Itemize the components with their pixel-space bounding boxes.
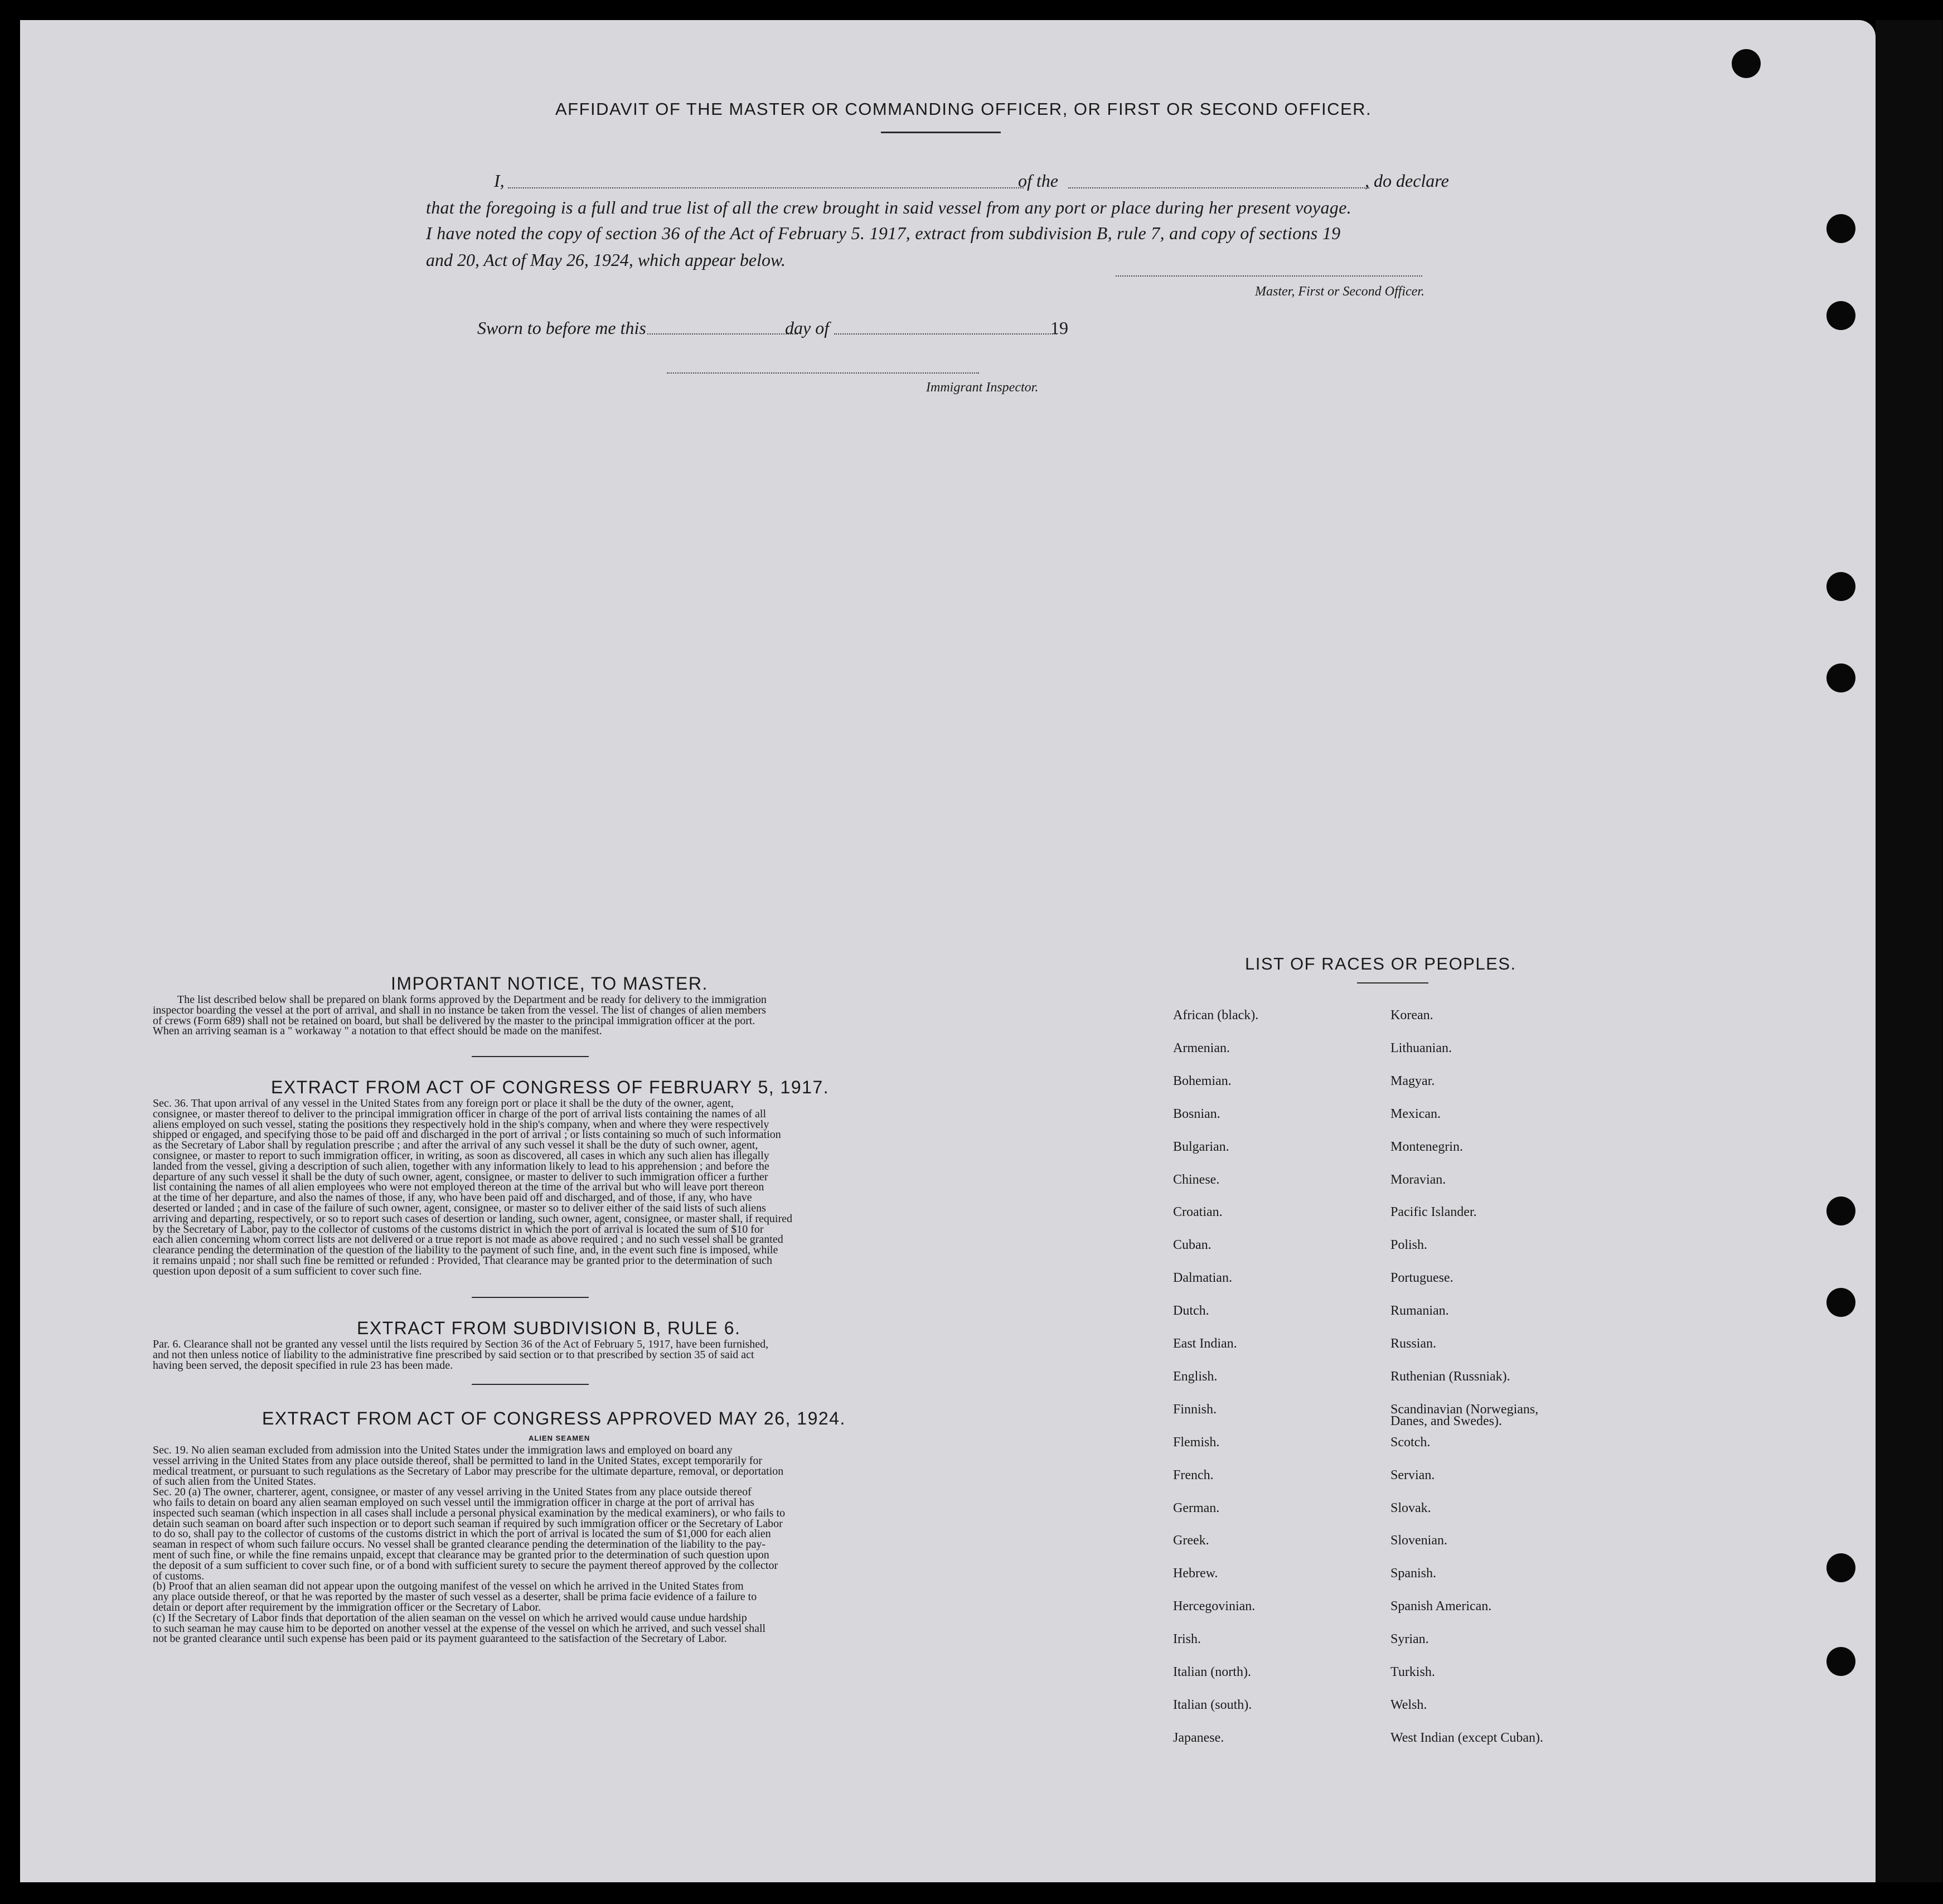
- extract-line: who fails to detain on board any alien seaman employed on such vessel until the immigration officer in charge at the port of arrival has: [153, 1496, 754, 1509]
- extract-line: Sec. 36. That upon arrival of any vessel in the United States from any foreign port or place it shall be the duty of the owner, agent,: [153, 1097, 734, 1110]
- race-item: German.: [1173, 1500, 1220, 1515]
- extract-line: medical treatment, or pursuant to such regulations as the Secretary of Labor may prescribe for the ultimate departure, removal, or deportation: [153, 1465, 784, 1477]
- extract-line: clearance pending the determination of the question of the liability to the payment of such fine, and, in the event such fine is imposed, while: [153, 1244, 778, 1257]
- extract-line: by the Secretary of Labor, pay to the collector of customs of the customs district in which the port of arrival is located the sum of $10 for: [153, 1223, 764, 1236]
- title-underline: [881, 132, 1001, 133]
- extract-1924-paragraph: [153, 1445, 933, 1644]
- extract-line: vessel arriving in the United States from any place outside thereof, shall be permitted to land in the United States, except temporarily for: [153, 1454, 763, 1467]
- punch-hole: [1826, 1196, 1855, 1225]
- race-item: Lithuanian.: [1390, 1040, 1452, 1055]
- race-item: Armenian.: [1173, 1040, 1230, 1055]
- section-divider: [472, 1384, 589, 1385]
- extract-rule6-title: EXTRACT FROM SUBDIVISION B, RULE 6.: [357, 1318, 741, 1338]
- extract-line: inspected such seaman (which inspection in all cases shall include a personal physical examination by the medical examiners), or who fails to: [153, 1506, 786, 1519]
- extract-line: list containing the names of all alien employees who were not employed thereon at the time of the arrival but who will leave port thereon: [153, 1181, 764, 1194]
- extract-line: not be granted clearance until such expense has been paid or its payment guaranteed to the satisfaction of the Secretary of Labor.: [153, 1632, 727, 1645]
- extract-line: (c) If the Secretary of Labor finds that deportation of the alien seaman on the vessel on which he arrived would cause undue hardship: [153, 1611, 747, 1624]
- race-item: Flemish.: [1173, 1435, 1220, 1450]
- race-item: Finnish.: [1173, 1402, 1217, 1417]
- extract-line: each alien concerning whom correct lists are not delivered or a true report is not made as above required ; and no such vessel shall be granted: [153, 1233, 783, 1246]
- sworn-label: Sworn to before me this: [477, 318, 646, 338]
- race-item: Magyar.: [1390, 1073, 1435, 1088]
- race-item: Ruthenian (Russniak).: [1390, 1369, 1510, 1384]
- notice-line: The list described below shall be prepared on blank forms approved by the Department and be ready for delivery to the immigration: [177, 994, 767, 1006]
- name-blank-line[interactable]: [508, 187, 1024, 188]
- race-item: Hebrew.: [1173, 1566, 1218, 1581]
- race-item: Portuguese.: [1390, 1271, 1453, 1286]
- signature-caption: Master, First or Second Officer.: [1255, 284, 1424, 299]
- month-blank-line[interactable]: [834, 333, 1057, 335]
- of-the-label: of the: [1018, 171, 1058, 191]
- film-margin: [1876, 20, 1942, 1882]
- affidavit-title: AFFIDAVIT OF THE MASTER OR COMMANDING OFFICER, OR FIRST OR SECOND OFFICER.: [555, 99, 1372, 119]
- punch-hole: [1732, 49, 1761, 78]
- race-item: Bosnian.: [1173, 1106, 1220, 1121]
- race-item: Irish.: [1173, 1632, 1201, 1647]
- race-item: Croatian.: [1173, 1205, 1223, 1220]
- race-item: Bohemian.: [1173, 1073, 1232, 1088]
- extract-rule6-paragraph: [153, 1339, 933, 1370]
- signature-blank-line[interactable]: [1116, 275, 1422, 277]
- race-item: West Indian (except Cuban).: [1390, 1730, 1543, 1745]
- race-item: English.: [1173, 1369, 1218, 1384]
- extract-1924-title: EXTRACT FROM ACT OF CONGRESS APPROVED MAY 26, 1924.: [262, 1408, 846, 1428]
- notice-line: of crews (Form 689) shall not be retained on board, but shall be delivered by the master to the principal immigration officer at the port.: [153, 1014, 755, 1027]
- year-label: 19: [1050, 318, 1068, 338]
- race-item: Montenegrin.: [1390, 1139, 1463, 1154]
- extract-line: detain or deport after requirement by the immigration officer or the Secretary of Labor.: [153, 1601, 541, 1614]
- race-item: Mexican.: [1390, 1106, 1441, 1121]
- extract-line: at the time of her departure, and also the names of those, if any, who have been paid off and discharged, and of those, if any, who have: [153, 1191, 752, 1204]
- inspector-blank-line[interactable]: [667, 372, 979, 374]
- race-item: Pacific Islander.: [1390, 1205, 1477, 1220]
- races-title: LIST OF RACES OR PEOPLES.: [1245, 954, 1516, 973]
- extract-line: of customs.: [153, 1569, 205, 1582]
- extract-line: seaman in respect of whom such failure occurs. No vessel shall be granted clearance pending the determination of the liability to the pay-: [153, 1538, 766, 1551]
- race-item: Chinese.: [1173, 1172, 1220, 1187]
- extract-line: detain such seaman on board after such inspection or to deport such seaman if required by such immigration officer or the Secretary of Labor: [153, 1517, 783, 1530]
- extract-line: to do so, shall pay to the collector of customs of the customs district in which the port of arrival is located the sum of $1,000 for each alien: [153, 1528, 771, 1540]
- punch-hole: [1826, 1553, 1855, 1582]
- declaration-line-2: that the foregoing is a full and true list of all the crew brought in said vessel from any port or place during her present voyage.: [426, 197, 1351, 217]
- extract-line: (b) Proof that an alien seaman did not appear upon the outgoing manifest of the vessel on which he arrived in the United States from: [153, 1580, 744, 1593]
- race-item: Welsh.: [1390, 1697, 1427, 1712]
- race-item: Spanish.: [1390, 1566, 1437, 1581]
- extract-line: shipped or engaged, and specifying those to be paid off and discharged in the port of arrival ; or lists containing so much of such information: [153, 1128, 781, 1141]
- race-item: Russian.: [1390, 1336, 1437, 1351]
- extract-line: of such alien from the United States.: [153, 1475, 316, 1488]
- race-item: Rumanian.: [1390, 1304, 1449, 1319]
- extract-line: as the Secretary of Labor shall by regulation prescribe ; and after the arrival of any such vessel it shall be the duty of such owner, agent,: [153, 1139, 758, 1152]
- extract-line: to such seaman he may cause him to be deported on another vessel at the expense of the vessel on which he arrived, and such vessel shall: [153, 1622, 766, 1635]
- punch-hole: [1826, 214, 1855, 243]
- day-of-label: day of: [785, 318, 830, 338]
- day-blank-line[interactable]: [647, 333, 798, 335]
- vessel-blank-line[interactable]: [1068, 187, 1369, 188]
- race-item: Slovenian.: [1390, 1533, 1447, 1548]
- race-item: Slovak.: [1390, 1500, 1431, 1515]
- extract-line: the deposit of a sum sufficient to cover such fine, or of a bond with sufficient surety to secure the payment thereof approved by the collector: [153, 1559, 778, 1572]
- extract-1917-title: EXTRACT FROM ACT OF CONGRESS OF FEBRUARY 5, 1917.: [271, 1077, 830, 1097]
- inspector-caption: Immigrant Inspector.: [926, 380, 1039, 395]
- punch-hole: [1826, 1288, 1855, 1317]
- race-item: Hercegovinian.: [1173, 1599, 1256, 1614]
- form-sheet: [20, 20, 1876, 1882]
- race-item: Spanish American.: [1390, 1599, 1492, 1614]
- extract-line: landed from the vessel, giving a description of such alien, together with any information likely to lead to his apprehension ; and before the: [153, 1160, 769, 1173]
- punch-hole: [1826, 1647, 1855, 1676]
- race-item: Polish.: [1390, 1238, 1428, 1253]
- extract-line: departure of any such vessel it shall be the duty of such owner, agent, consignee, or master to deliver to such immigration officer a further: [153, 1170, 768, 1183]
- declaration-line-3: I have noted the copy of section 36 of the Act of February 5. 1917, extract from subdivision B, rule 7, and copy of sections 19: [426, 223, 1341, 243]
- alien-seamen-subtitle: ALIEN SEAMEN: [529, 1434, 590, 1442]
- section-divider: [472, 1056, 589, 1057]
- extract-line: deserted or landed ; and in case of the failure of such owner, agent, consignee, or master so to deliver either of the said lists of such aliens: [153, 1201, 766, 1214]
- punch-hole: [1826, 301, 1855, 330]
- extract-line: consignee, or master to report to such immigration officer, in writing, as soon as discovered, all cases in which any such alien has illegally: [153, 1149, 769, 1162]
- race-item: Syrian.: [1390, 1632, 1429, 1647]
- section-divider: [472, 1297, 589, 1298]
- race-item: Turkish.: [1390, 1665, 1435, 1679]
- punch-hole: [1826, 663, 1855, 692]
- extract-line: Par. 6. Clearance shall not be granted any vessel until the lists required by Section 36 of the Act of February 5, 1917, have been furnished,: [153, 1338, 769, 1350]
- extract-line: having been served, the deposit specified in rule 23 has been made.: [153, 1359, 453, 1372]
- declaration-line-4: and 20, Act of May 26, 1924, which appear below.: [426, 250, 786, 270]
- extract-line: ment of such fine, or while the fine remains unpaid, except that clearance may be granted prior to the determination of such question upon: [153, 1548, 769, 1561]
- extract-1917-paragraph: [153, 1098, 933, 1277]
- race-item: Cuban.: [1173, 1238, 1212, 1253]
- extract-line: consignee, or master thereof to deliver to the principal immigration officer in charge of the port of arrival lists containing the names of all: [153, 1107, 767, 1120]
- notice-line: When an arriving seaman is a " workaway " a notation to that effect should be made on the manifest.: [153, 1025, 602, 1038]
- extract-line: any place outside thereof, or that he was reported by the master of such vessel as a deserter, shall be prima facie evidence of a failure to: [153, 1591, 757, 1603]
- races-underline: [1357, 982, 1428, 984]
- extract-line: Sec. 20 (a) The owner, charterer, agent, consignee, or master of any vessel arriving in the United States from any place outside thereof: [153, 1486, 752, 1499]
- extract-line: question upon deposit of a sum sufficient to cover such fine.: [153, 1265, 422, 1277]
- race-item: Italian (north).: [1173, 1665, 1251, 1679]
- extract-line: Sec. 19. No alien seaman excluded from admission into the United States under the immigration laws and employed on board any: [153, 1444, 733, 1456]
- race-item: Scotch.: [1390, 1435, 1431, 1450]
- race-item: Dalmatian.: [1173, 1271, 1232, 1286]
- race-item: Moravian.: [1390, 1172, 1446, 1187]
- race-continuation: Danes, and Swedes).: [1390, 1414, 1502, 1428]
- race-item: African (black).: [1173, 1008, 1259, 1023]
- race-item: Korean.: [1390, 1008, 1433, 1023]
- race-item: Bulgarian.: [1173, 1139, 1229, 1154]
- notice-paragraph: [153, 995, 933, 1036]
- do-declare-label: , do declare: [1365, 171, 1449, 191]
- race-item: French.: [1173, 1467, 1214, 1482]
- extract-line: and not then unless notice of liability to the administrative fine prescribed by said section or to that prescribed by section 35 of said act: [153, 1348, 754, 1361]
- race-item: Greek.: [1173, 1533, 1209, 1548]
- extract-line: it remains unpaid ; nor shall such fine be remitted or refunded : Provided, That clearance may be granted prior to the determination of such: [153, 1254, 772, 1267]
- extract-line: aliens employed on such vessel, stating the positions they respectively hold in the ship's company, when and where they were respectively: [153, 1118, 769, 1131]
- extract-line: arriving and departing, respectively, or so to report such cases of desertion or landing, such owner, agent, consignee, or master shall, if required: [153, 1212, 792, 1225]
- i-label: I,: [494, 171, 505, 191]
- race-item: Scandinavian (Norwegians,: [1390, 1402, 1539, 1417]
- race-item: Italian (south).: [1173, 1697, 1252, 1712]
- notice-line: inspector boarding the vessel at the port of arrival, and shall in no instance be taken from the vessel. The list of changes of alien members: [153, 1004, 766, 1016]
- race-item: Dutch.: [1173, 1304, 1209, 1319]
- punch-hole: [1826, 572, 1855, 601]
- race-item: East Indian.: [1173, 1336, 1237, 1351]
- race-item: Japanese.: [1173, 1730, 1224, 1745]
- notice-title: IMPORTANT NOTICE, TO MASTER.: [391, 973, 708, 994]
- race-item: Servian.: [1390, 1467, 1435, 1482]
